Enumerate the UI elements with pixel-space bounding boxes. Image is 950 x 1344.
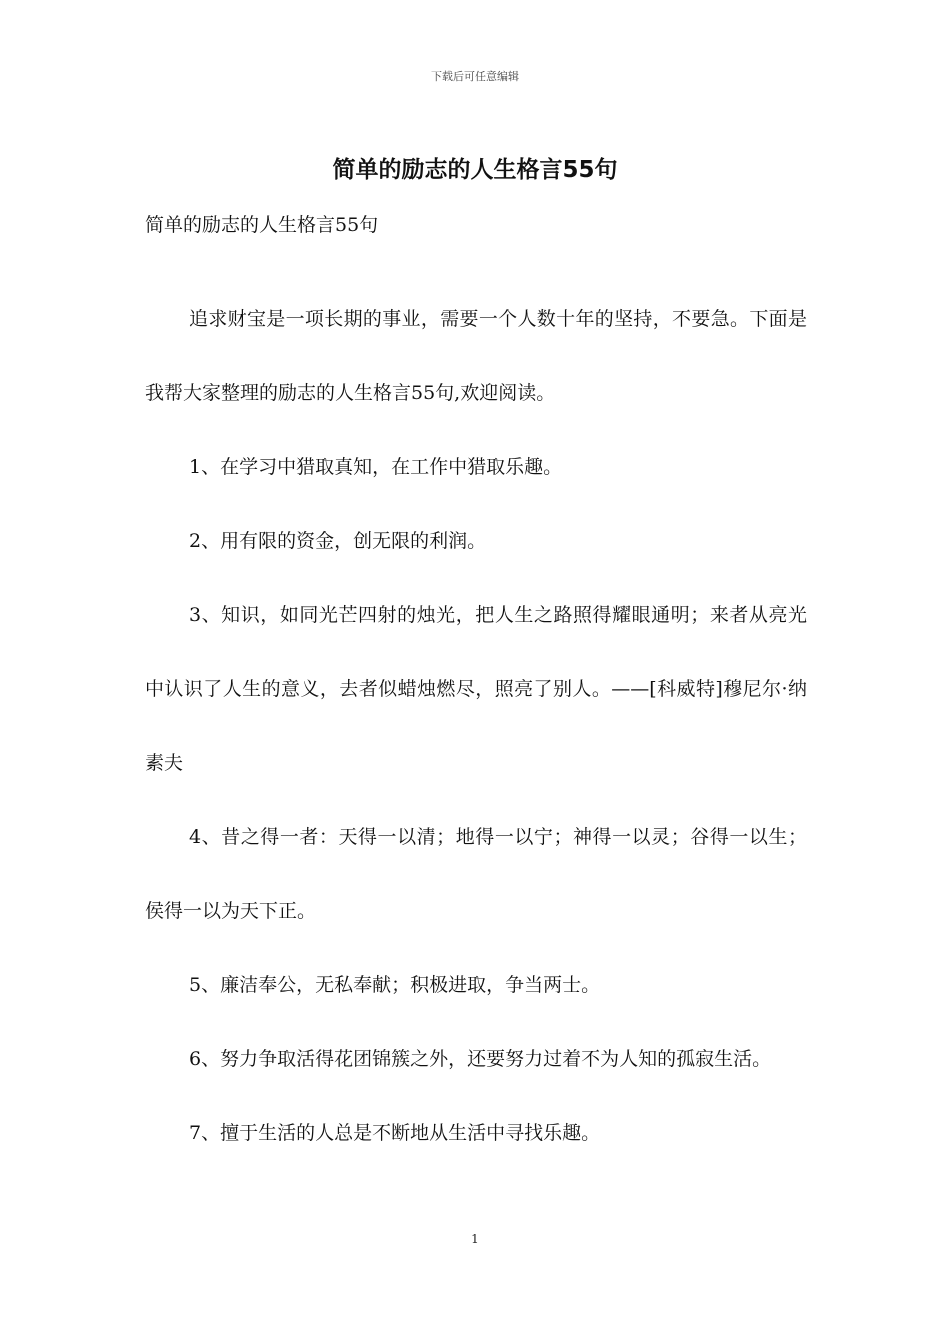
paragraph-quote-3: 3、知识，如同光芒四射的烛光，把人生之路照得耀眼通明；来者从亮光中认识了人生的意义，去者似蜡烛燃尽，照亮了别人。——[科威特]穆尼尔·纳素夫: [145, 604, 807, 774]
header-note: 下载后可任意编辑: [431, 70, 519, 83]
paragraph-quote-7: 7、擅于生活的人总是不断地从生活中寻找乐趣。: [189, 1122, 601, 1144]
paragraph-quote-2: 2、用有限的资金，创无限的利润。: [189, 530, 487, 552]
paragraph-quote-5: 5、廉洁奉公，无私奉献；积极进取，争当两士。: [189, 974, 601, 996]
page-number: 1: [471, 1232, 479, 1246]
document-subtitle: 简单的励志的人生格言55句: [145, 214, 379, 236]
paragraph-intro: 追求财宝是一项长期的事业，需要一个人数十年的坚持，不要急。下面是我帮大家整理的励志的人生格言55句,欢迎阅读。: [145, 308, 807, 404]
paragraph-quote-4: 4、昔之得一者：天得一以清；地得一以宁；神得一以灵；谷得一以生；侯得一以为天下正。: [145, 826, 807, 922]
document-body: [145, 282, 807, 1170]
document-title: 简单的励志的人生格言55句: [332, 157, 618, 183]
paragraph-quote-6: 6、努力争取活得花团锦簇之外，还要努力过着不为人知的孤寂生活。: [189, 1048, 772, 1070]
paragraph-quote-1: 1、在学习中猎取真知，在工作中猎取乐趣。: [189, 456, 563, 478]
